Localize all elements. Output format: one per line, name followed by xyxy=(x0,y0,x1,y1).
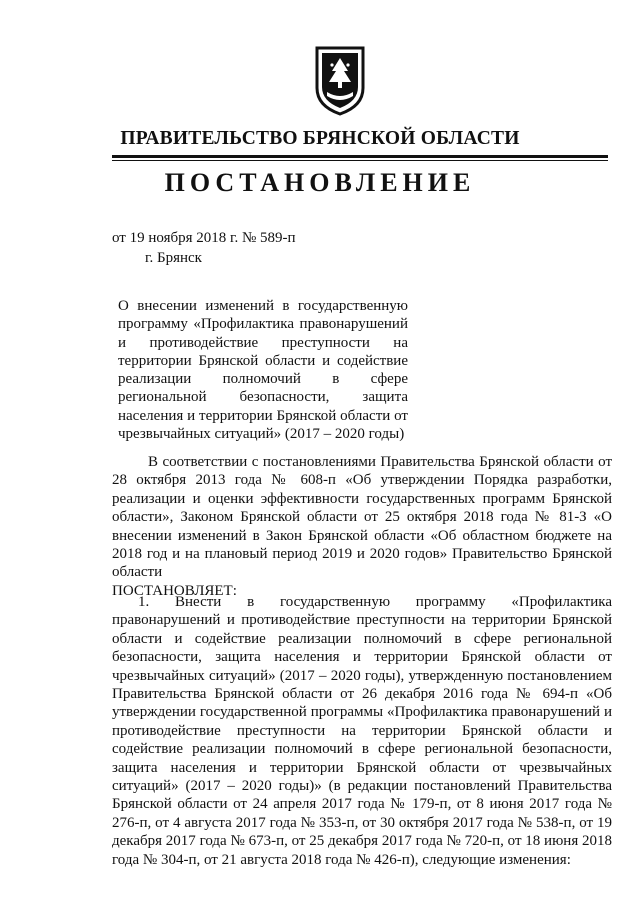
item-1-paragraph: 1. Внести в государственную программу «Профилактика правонарушений и противодействие преступности на территории Брянской области и содействие реализации полномочий в сфере региональной безопасности, защита населения и территории Брянской области от чрезвычайных ситуаций» (2017 – 2020 годы), утвержденную постановлением Правительства Брянской области от 26 декабря 2016 года № 694-п «Об утверждении государственной программы «Профилактика правонарушений и противодействие преступности на территории Брянской области и содействие реализации полномочий в сфере региональной безопасности, защита населения и территории Брянской области от чрезвычайных ситуаций» (2017 – 2020 годы)» (в редакции постановлений Правительства Брянской области от 24 апреля 2017 года № 179-п, от 8 июня 2017 года № 276-п, от 4 августа 2017 года № 353-п, от 30 октября 2017 года № 538-п, от 19 декабря 2017 года № 673-п, от 25 декабря 2017 года № 720-п, от 18 июня 2018 года № 304-п, от 21 августа 2018 года № 426-п), следующие изменения: xyxy=(112,594,612,868)
document-date-number: от 19 ноября 2018 г. № 589-п xyxy=(112,230,296,246)
organization-title: ПРАВИТЕЛЬСТВО БРЯНСКОЙ ОБЛАСТИ xyxy=(120,128,520,149)
document-type-title: ПОСТАНОВЛЕНИЕ xyxy=(164,168,476,197)
preamble-text: В соответствии с постановлениями Правительства Брянской области от 28 октября 2013 года № 608-п «Об утверждении Порядка разработки, реализации и оценки эффективности государственных программ Брянской области», Законом Брянской области от 25 октября 2018 года № 81-З «О внесении изменений в Закон Брянской области «Об областном бюджете на 2018 год и на плановый период 2019 и 2020 годов» Правительство Брянской области xyxy=(112,454,612,581)
document-subject: О внесении изменений в государственную программу «Профилактика правонарушений и противодействие преступности на территории Брянской области и содействие реализации полномочий в сфере региональной безопасности, защита населения и территории Брянской области от чрезвычайных ситуаций» (2017 – 2020 годы) xyxy=(118,298,408,443)
coat-of-arms-icon xyxy=(313,44,367,116)
header-divider-thin xyxy=(112,160,608,161)
preamble-paragraph xyxy=(112,453,612,600)
header-divider-thick xyxy=(112,155,608,158)
resolves-label: ПОСТАНОВЛЯЕТ: xyxy=(112,582,237,599)
document-city: г. Брянск xyxy=(145,250,202,266)
